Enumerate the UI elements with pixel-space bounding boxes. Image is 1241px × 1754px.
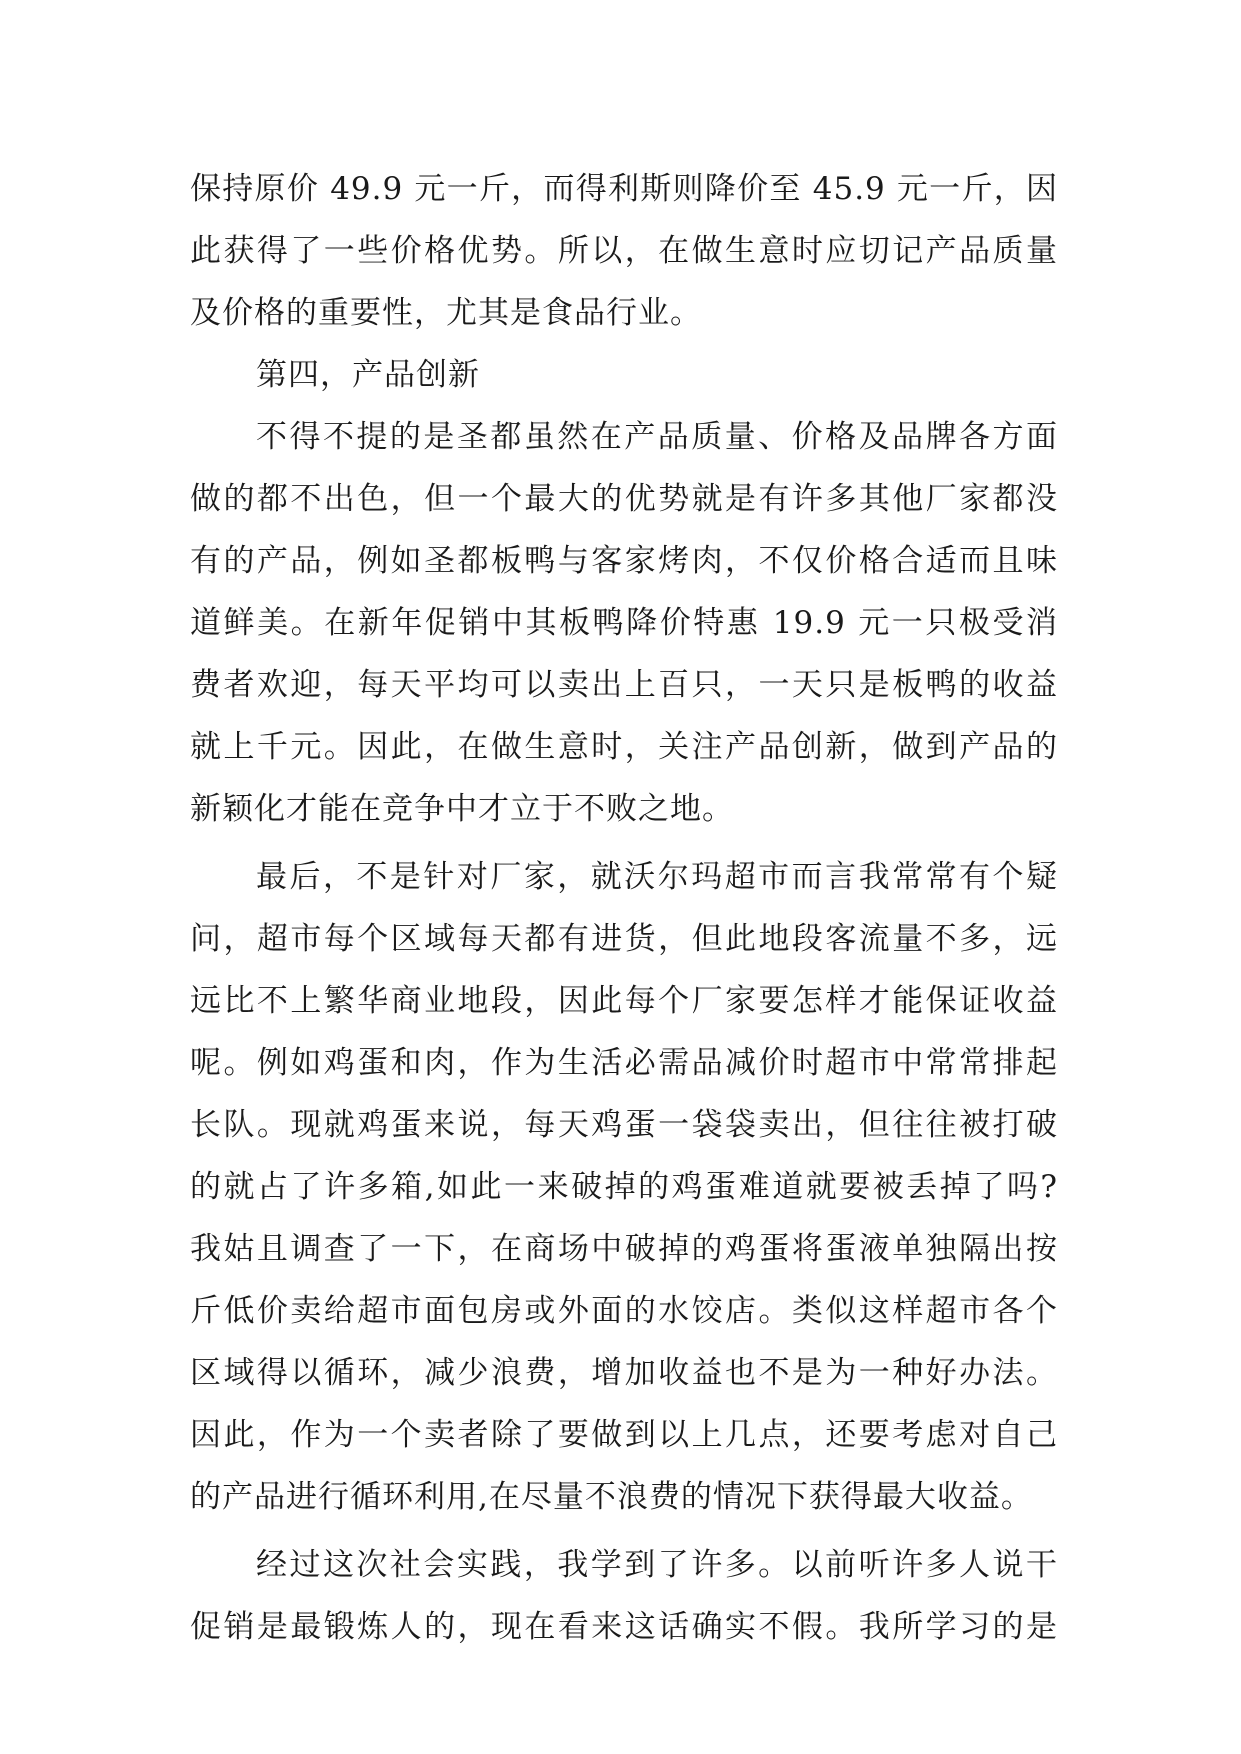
text-line: 的产品进行循环利用,在尽量不浪费的情况下获得最大收益。 (190, 1479, 1033, 1515)
text-line: 问，超市每个区域每天都有进货，但此地段客流量不多，远 (190, 921, 1058, 957)
text-line: 新颖化才能在竞争中才立于不败之地。 (190, 791, 734, 827)
text-line: 呢。例如鸡蛋和肉，作为生活必需品减价时超市中常常排起 (190, 1045, 1058, 1081)
text-line: 经过这次社会实践，我学到了许多。以前听许多人说干 (256, 1547, 1058, 1583)
paragraph-recycling (190, 846, 1058, 1528)
paragraph-conclusion (190, 1534, 1058, 1658)
text-line: 我姑且调查了一下，在商场中破掉的鸡蛋将蛋液单独隔出按 (190, 1231, 1058, 1267)
text-line: 因此，作为一个卖者除了要做到以上几点，还要考虑对自己 (190, 1417, 1058, 1453)
text-line: 斤低价卖给超市面包房或外面的水饺店。类似这样超市各个 (190, 1293, 1058, 1329)
document-body (190, 158, 1058, 1658)
section-heading: 第四，产品创新 (256, 357, 480, 393)
text-line: 长队。现就鸡蛋来说，每天鸡蛋一袋袋卖出，但往往被打破 (190, 1107, 1058, 1143)
text-line: 有的产品，例如圣都板鸭与客家烤肉，不仅价格合适而且味 (190, 543, 1058, 579)
text-line: 及价格的重要性，尤其是食品行业。 (190, 295, 702, 331)
text-line: 最后，不是针对厂家，就沃尔玛超市而言我常常有个疑 (256, 859, 1058, 895)
text-line: 费者欢迎，每天平均可以卖出上百只，一天只是板鸭的收益 (190, 667, 1058, 703)
text-line: 区域得以循环，减少浪费，增加收益也不是为一种好办法。 (190, 1355, 1058, 1391)
paragraph-product-innovation (190, 406, 1058, 840)
text-line: 远比不上繁华商业地段，因此每个厂家要怎样才能保证收益 (190, 983, 1058, 1019)
paragraph-price-advantage (190, 158, 1058, 344)
text-line: 促销是最锻炼人的，现在看来这话确实不假。我所学习的是 (190, 1609, 1058, 1645)
text-line: 此获得了一些价格优势。所以，在做生意时应切记产品质量 (190, 233, 1058, 269)
text-line: 保持原价 49.9 元一斤，而得利斯则降价至 45.9 元一斤，因 (190, 171, 1058, 207)
text-line: 的就占了许多箱,如此一来破掉的鸡蛋难道就要被丢掉了吗? (190, 1169, 1058, 1205)
section-heading-product-innovation (190, 344, 1058, 406)
text-line: 不得不提的是圣都虽然在产品质量、价格及品牌各方面 (256, 419, 1058, 455)
text-line: 道鲜美。在新年促销中其板鸭降价特惠 19.9 元一只极受消 (190, 605, 1058, 641)
text-line: 做的都不出色，但一个最大的优势就是有许多其他厂家都没 (190, 481, 1058, 517)
text-line: 就上千元。因此，在做生意时，关注产品创新，做到产品的 (190, 729, 1058, 765)
